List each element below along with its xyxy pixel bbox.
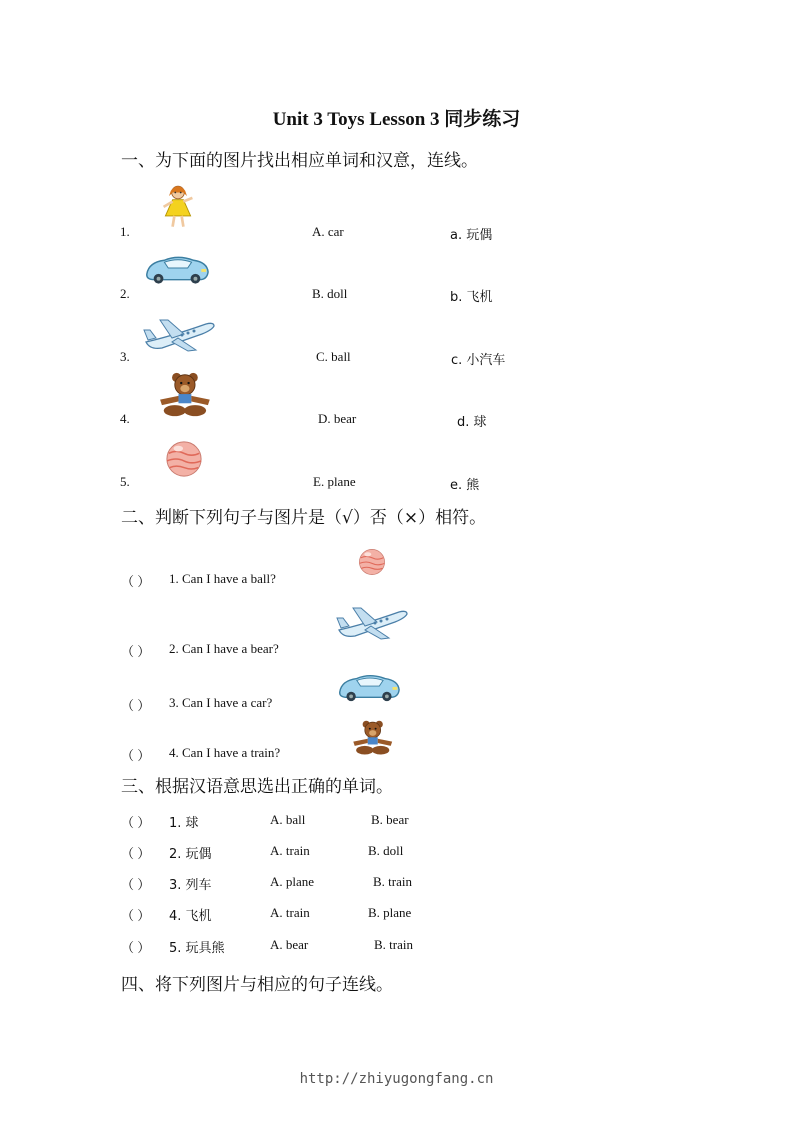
s1-row2-cn: b. 飞机 <box>450 290 493 305</box>
s3-item2-paren[interactable]: （ ） <box>121 846 151 861</box>
s3-item5-paren[interactable]: （ ） <box>121 940 151 955</box>
bear-icon <box>343 720 401 756</box>
s3-item3-option-a: A. plane <box>270 874 315 889</box>
s2-item3-text: 3. Can I have a car? <box>169 695 273 710</box>
s3-item1-option-b: B. bear <box>371 812 409 827</box>
s1-row3-num: 3. <box>120 349 130 364</box>
s2-item4-paren[interactable]: （ ） <box>121 748 151 763</box>
s2-item2-text: 2. Can I have a bear? <box>169 641 279 656</box>
section1-heading: 一、为下面的图片找出相应单词和汉意，连线。 <box>121 151 478 171</box>
s1-row5-num: 5. <box>120 474 130 489</box>
s2-item2-paren[interactable]: （ ） <box>121 644 151 659</box>
s3-item5-option-b: B. train <box>374 937 413 952</box>
s3-item2-option-a: A. train <box>270 843 310 858</box>
section2-heading: 二、判断下列句子与图片是（√）否（×）相符。 <box>121 508 487 528</box>
plane-icon <box>142 318 218 352</box>
s3-item5-question: 5. 玩具熊 <box>169 941 225 956</box>
s3-item4-option-b: B. plane <box>368 905 412 920</box>
s2-item3-paren[interactable]: （ ） <box>121 698 151 713</box>
s3-item5-option-a: A. bear <box>270 937 309 952</box>
s1-row2-word: B. doll <box>312 286 348 301</box>
doll-icon <box>160 182 196 230</box>
s3-item1-option-a: A. ball <box>270 812 306 827</box>
s1-row1-cn: a. 玩偶 <box>450 228 493 243</box>
s3-item1-paren[interactable]: （ ） <box>121 815 151 830</box>
section3-heading: 三、根据汉语意思选出正确的单词。 <box>121 777 393 797</box>
section4-heading: 四、将下列图片与相应的句子连线。 <box>121 975 393 995</box>
s3-item2-question: 2. 玩偶 <box>169 847 212 862</box>
car-icon <box>143 252 211 286</box>
s1-row5-word: E. plane <box>313 474 356 489</box>
ball-icon <box>165 440 203 478</box>
s3-item3-paren[interactable]: （ ） <box>121 877 151 892</box>
page-title: Unit 3 Toys Lesson 3 同步练习 <box>272 109 521 130</box>
s1-row4-word: D. bear <box>318 411 357 426</box>
footer-url[interactable]: http://zhiyugongfang.cn <box>299 1071 494 1087</box>
s1-row4-cn: d. 球 <box>457 415 487 430</box>
s1-row2-num: 2. <box>120 286 130 301</box>
s1-row5-cn: e. 熊 <box>450 478 480 493</box>
s2-item4-text: 4. Can I have a train? <box>169 745 281 760</box>
s3-item4-paren[interactable]: （ ） <box>121 908 151 923</box>
s1-row3-cn: c. 小汽车 <box>451 353 506 368</box>
ball-icon <box>354 548 390 576</box>
s3-item2-option-b: B. doll <box>368 843 404 858</box>
s1-row1-word: A. car <box>312 224 344 239</box>
s2-item1-text: 1. Can I have a ball? <box>169 571 276 586</box>
s3-item4-option-a: A. train <box>270 905 310 920</box>
s2-item1-paren[interactable]: （ ） <box>121 574 151 589</box>
car-icon <box>336 671 402 703</box>
s3-item3-question: 3. 列车 <box>169 878 212 893</box>
s1-row4-num: 4. <box>120 411 130 426</box>
s3-item4-question: 4. 飞机 <box>169 909 212 924</box>
s1-row3-word: C. ball <box>316 349 351 364</box>
s3-item3-option-b: B. train <box>373 874 412 889</box>
plane-icon <box>335 606 411 640</box>
s3-item1-question: 1. 球 <box>169 816 199 831</box>
bear-icon <box>155 372 213 418</box>
s1-row1-num: 1. <box>120 224 130 239</box>
